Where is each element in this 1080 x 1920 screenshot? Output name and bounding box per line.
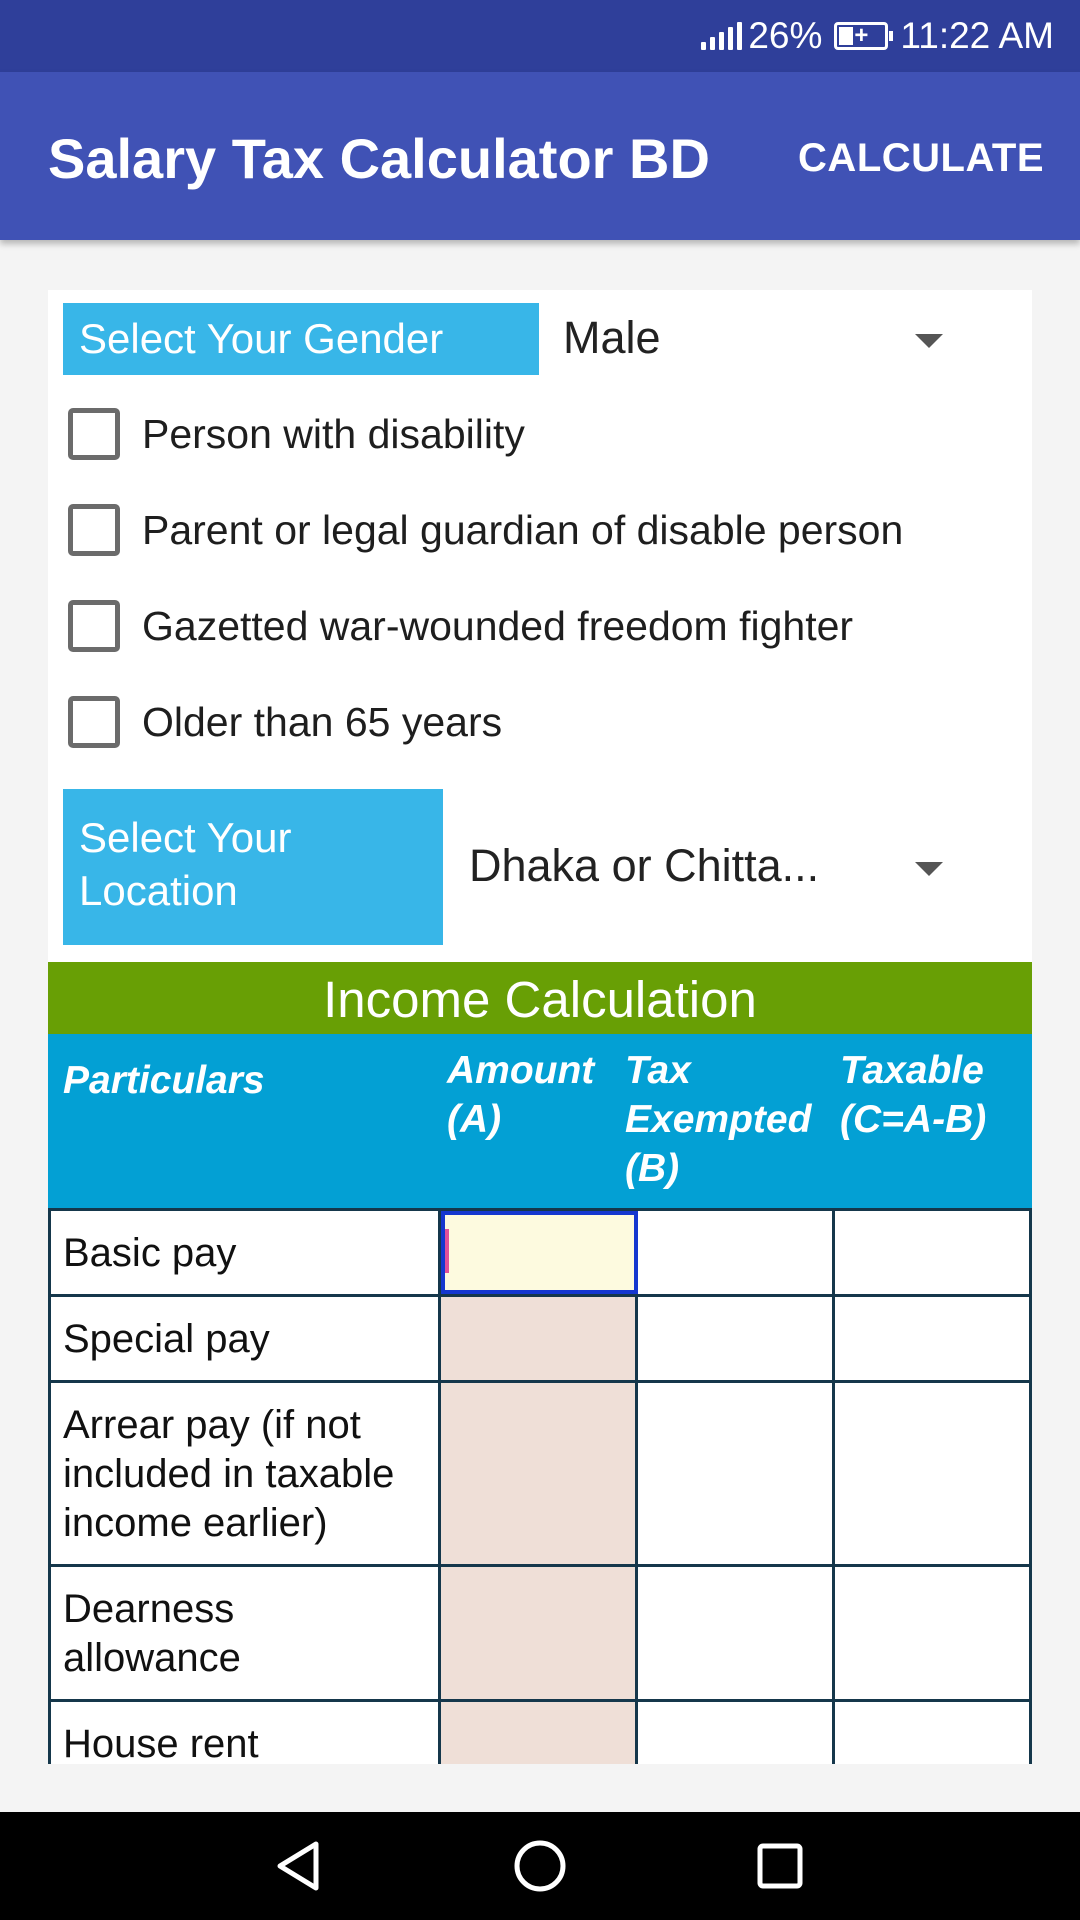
checkbox-row-older-65[interactable]: [68, 696, 502, 748]
particular-line: allowance: [63, 1636, 241, 1680]
particular-line: included in taxable: [63, 1452, 395, 1496]
checkbox-label: Parent or legal guardian of disable person: [142, 506, 904, 553]
taxable-cell: [835, 1383, 1032, 1564]
checkbox-row-guardian[interactable]: [68, 504, 903, 556]
header-amount-line: Amount: [447, 1049, 595, 1092]
particular-cell: [48, 1383, 441, 1564]
location-label: [63, 789, 443, 945]
gender-value: Male: [563, 312, 661, 363]
particular-cell: [48, 1297, 441, 1380]
particular-cell: [48, 1211, 441, 1294]
chevron-down-icon: [915, 862, 943, 876]
checkbox-row-freedom-fighter[interactable]: [68, 600, 853, 652]
income-table-body: [48, 1208, 1032, 1764]
chevron-down-icon: [915, 334, 943, 348]
table-row: [48, 1702, 1032, 1764]
amount-input-basic-pay[interactable]: [441, 1211, 638, 1294]
amount-input-dearness-allowance[interactable]: [441, 1567, 638, 1699]
amount-input-house-rent[interactable]: [441, 1702, 638, 1764]
taxable-cell: [835, 1297, 1032, 1380]
clock: 11:22 AM: [900, 15, 1054, 56]
settings-card: [48, 290, 1032, 962]
tax-exempted-cell: [638, 1211, 835, 1294]
income-table-title: Income Calculation: [48, 962, 1032, 1034]
particular-line: income earlier): [63, 1501, 328, 1545]
freedom-fighter-checkbox[interactable]: [68, 600, 120, 652]
header-exempt-line: Exempted: [625, 1098, 812, 1141]
header-taxable-line: Taxable: [840, 1049, 984, 1092]
location-label-line1: Select Your: [79, 814, 292, 861]
gender-dropdown[interactable]: [563, 312, 1023, 372]
checkbox-row-disability[interactable]: [68, 408, 525, 460]
battery-percent: 26%: [748, 15, 823, 56]
calculate-button[interactable]: CALCULATE: [798, 136, 1044, 180]
navigation-bar: [0, 1812, 1080, 1920]
recents-icon[interactable]: [750, 1836, 810, 1896]
header-taxable: [840, 1046, 986, 1144]
header-taxable-line: (C=A-B): [840, 1098, 987, 1141]
header-particulars-text: Particulars: [63, 1059, 265, 1102]
disability-checkbox[interactable]: [68, 408, 120, 460]
guardian-checkbox[interactable]: [68, 504, 120, 556]
tax-exempted-cell: [638, 1567, 835, 1699]
battery-charging-icon: +: [834, 22, 888, 50]
location-value: Dhaka or Chitta...: [469, 840, 820, 891]
header-exempt-line: Tax: [625, 1049, 691, 1092]
checkbox-label: Older than 65 years: [142, 698, 503, 745]
income-table: [48, 962, 1032, 1764]
particular-line: Dearness: [63, 1587, 235, 1631]
table-row: [48, 1567, 1032, 1702]
location-dropdown[interactable]: [469, 840, 1024, 900]
table-row: [48, 1211, 1032, 1297]
app-title: Salary Tax Calculator BD: [48, 127, 710, 190]
taxable-cell: [835, 1211, 1032, 1294]
particular-line: House rent: [63, 1722, 259, 1764]
back-icon[interactable]: [270, 1836, 330, 1896]
checkbox-label: Person with disability: [142, 410, 525, 457]
particular-line: Special pay: [63, 1317, 270, 1361]
amount-input-arrear-pay[interactable]: [441, 1383, 638, 1564]
particular-cell: [48, 1702, 441, 1764]
header-amount-line: (A): [447, 1098, 502, 1141]
table-row: [48, 1383, 1032, 1567]
header-exempt-line: (B): [625, 1147, 680, 1190]
gender-label-text: Select Your Gender: [79, 315, 444, 362]
tax-exempted-cell: [638, 1297, 835, 1380]
location-label-line2: Location: [79, 867, 238, 914]
taxable-cell: [835, 1702, 1032, 1764]
older-65-checkbox[interactable]: [68, 696, 120, 748]
table-row: [48, 1297, 1032, 1383]
taxable-cell: [835, 1567, 1032, 1699]
gender-label: [63, 303, 539, 375]
tax-exempted-cell: [638, 1383, 835, 1564]
income-table-header: [48, 1034, 1032, 1208]
app-bar: [0, 72, 1080, 240]
header-particulars: [63, 1056, 265, 1105]
particular-cell: [48, 1567, 441, 1699]
header-tax-exempted: [625, 1046, 811, 1193]
particular-line: Basic pay: [63, 1231, 237, 1275]
signal-icon: [701, 22, 742, 50]
header-amount: [447, 1046, 594, 1144]
status-bar: [0, 0, 1080, 72]
particular-line: Arrear pay (if not: [63, 1403, 361, 1447]
tax-exempted-cell: [638, 1702, 835, 1764]
home-icon[interactable]: [510, 1836, 570, 1896]
checkbox-label: Gazetted war-wounded freedom fighter: [142, 602, 854, 649]
amount-input-special-pay[interactable]: [441, 1297, 638, 1380]
